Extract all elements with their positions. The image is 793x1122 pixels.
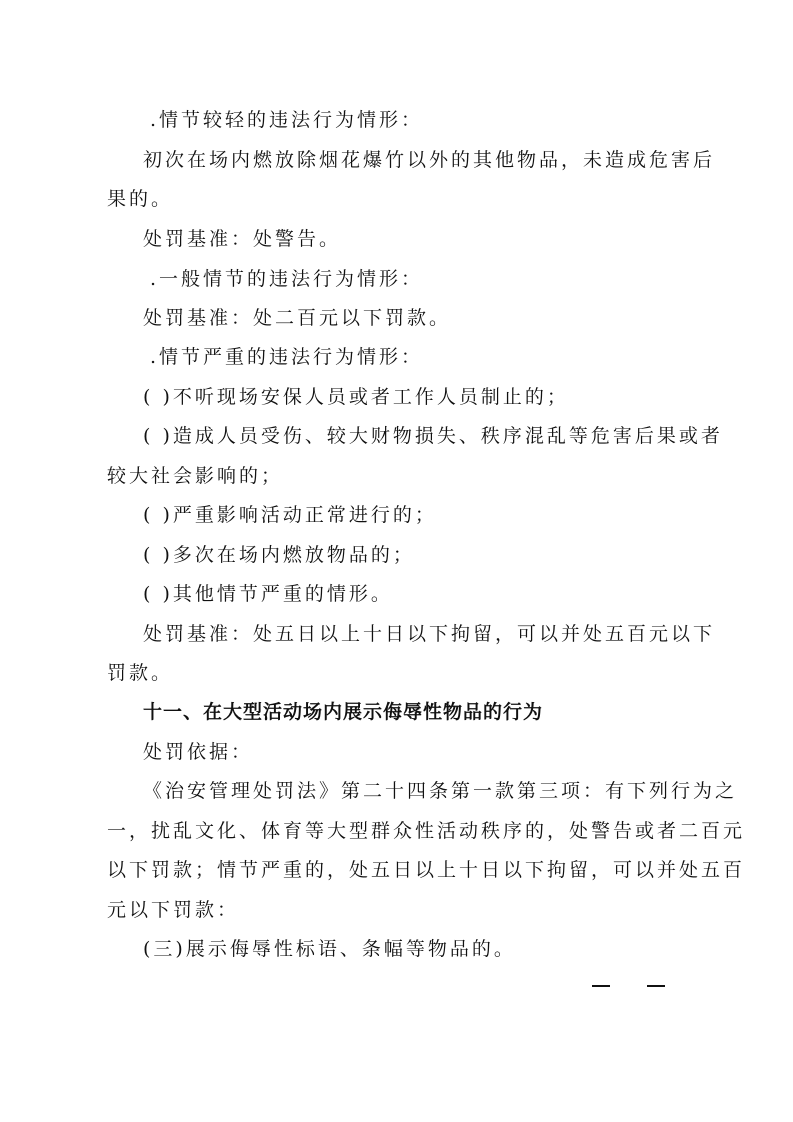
paragraph-line: 果的。 bbox=[107, 188, 174, 210]
law-citation-line: 《治安管理处罚法》第二十四条第一款第三项：有下列行为之 bbox=[143, 780, 738, 802]
general-case-heading: .一般情节的违法行为情形： bbox=[150, 268, 424, 290]
minor-case-heading: .情节较轻的违法行为情形： bbox=[150, 109, 424, 131]
list-item: ( )不听现场安保人员或者工作人员制止的； bbox=[143, 386, 569, 408]
penalty-standard-line: 处罚基准：处五日以上十日以下拘留，可以并处五百元以下 bbox=[143, 623, 716, 645]
list-item: ( )造成人员受伤、较大财物损失、秩序混乱等危害后果或者 bbox=[143, 425, 723, 447]
paragraph-line: 罚款。 bbox=[107, 662, 174, 684]
paragraph-line: 初次在场内燃放除烟花爆竹以外的其他物品，未造成危害后 bbox=[143, 149, 716, 171]
penalty-standard-line: 处罚基准：处二百元以下罚款。 bbox=[143, 307, 452, 329]
law-citation-line: 元以下罚款： bbox=[107, 899, 240, 921]
page-number-dash-left bbox=[592, 985, 610, 987]
list-item: (三)展示侮辱性标语、条幅等物品的。 bbox=[143, 938, 516, 960]
penalty-standard-line: 处罚基准：处警告。 bbox=[143, 228, 342, 250]
section-title: 十一、在大型活动场内展示侮辱性物品的行为 bbox=[143, 701, 544, 723]
list-item: ( )严重影响活动正常进行的； bbox=[143, 504, 437, 526]
serious-case-heading: .情节严重的违法行为情形： bbox=[150, 346, 424, 368]
law-citation-line: 一，扰乱文化、体育等大型群众性活动秩序的，处警告或者二百元 bbox=[107, 820, 746, 842]
list-item: ( )多次在场内燃放物品的； bbox=[143, 544, 415, 566]
page-number-dash-right bbox=[647, 985, 665, 987]
basis-label: 处罚依据： bbox=[143, 741, 254, 763]
list-item: ( )其他情节严重的情形。 bbox=[143, 583, 393, 605]
paragraph-line: 较大社会影响的； bbox=[107, 465, 284, 487]
law-citation-line: 以下罚款；情节严重的，处五日以上十日以下拘留，可以并处五百 bbox=[107, 859, 746, 881]
